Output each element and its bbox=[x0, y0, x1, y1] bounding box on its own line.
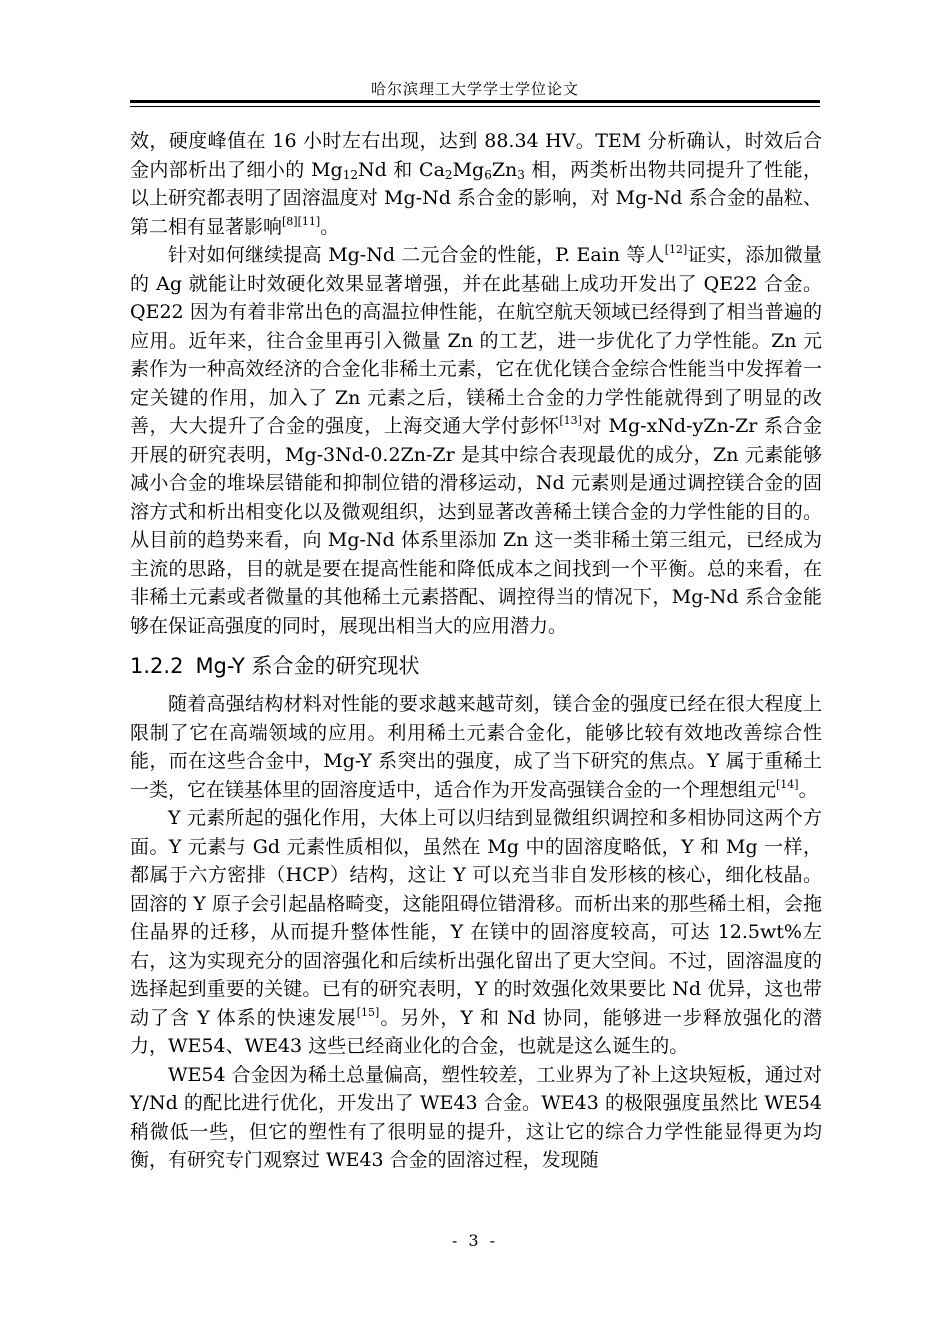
text-run: 针对如何继续提高 Mg-Nd 二元合金的性能，P. Eain 等人 bbox=[168, 244, 665, 266]
text-run: 。另外，Y 和 Nd 协同，能够进一步释放强化的潜力，WE54、WE43 这些已经商业化的合金，也就是这么诞生的。 bbox=[130, 1006, 823, 1057]
page-body bbox=[130, 127, 822, 1175]
paragraph-2 bbox=[130, 241, 822, 640]
section-number: 1.2.2 bbox=[130, 654, 184, 678]
page-number: - 3 - bbox=[451, 1231, 499, 1250]
text-run: 随着高强结构材料对性能的要求越来越苛刻，镁合金的强度已经在很大程度上限制了它在高端领域的应用。利用稀土元素合金化，能够比较有效地改善综合性能，而在这些合金中，Mg-Y 系突出的强度，成了当下研究的焦点。Y 属于重稀土一类，它在镁基体里的固溶度适中，适合作为开发高强镁合金的一个理想组元 bbox=[130, 693, 822, 801]
text-run: 对 Mg-xNd-yZn-Zr 系合金开展的研究表明，Mg-3Nd-0.2Zn-Zr 是其中综合表现最优的成分，Zn 元素能够减小合金的堆垛层错能和抑制位错的滑移运动，Nd 元素则是通过调控镁合金的固溶方式和析出相变化以及微观组织，达到显著改善稀土镁合金的力学性能的目的。从目前的趋势来看，向 Mg-Nd 体系里添加 Zn 这一类非稀土第三组元，已经成为主流的思路，目的就是要在提高性能和降低成本之间找到一个平衡。总的来看，在非稀土元素或者微量的其他稀土元素搭配、调控得当的情况下，Mg-Nd 系合金能够在保证高强度的同时，展现出相当大的应用潜力。 bbox=[130, 415, 822, 637]
paragraph-1 bbox=[130, 127, 822, 241]
subscript: 6 bbox=[484, 167, 492, 182]
citation: [12] bbox=[664, 243, 688, 256]
text-run: 。 bbox=[798, 778, 818, 801]
text-run: Nd 和 Ca bbox=[357, 158, 445, 181]
subscript: 3 bbox=[517, 167, 525, 182]
section-heading bbox=[130, 650, 822, 682]
subscript: 2 bbox=[444, 167, 453, 182]
text-run: 证实，添加微量的 Ag 就能让时效硬化效果显著增强，并在此基础上成功开发出了 QE22 合金。QE22 因为有着非常出色的高温拉伸性能，在航空航天领域已经得到了相当普遍的应用。近年来，往合金里再引入微量 Zn 的工艺，进一步优化了力学性能。Zn 元素作为一种高效经济的合金化非稀土元素，它在优化镁合金综合性能当中发挥着一定关键的作用，加入了 Zn 元素之后，镁稀土合金的力学性能就得到了明显的改善，大大提升了合金的强度，上海交通大学付彭怀 bbox=[130, 244, 822, 437]
citation: [15] bbox=[356, 1005, 380, 1019]
section-title: Mg-Y 系合金的研究现状 bbox=[195, 654, 420, 678]
paragraph-3 bbox=[130, 690, 822, 804]
text-run: 。 bbox=[320, 215, 340, 238]
subscript: 12 bbox=[342, 167, 358, 182]
header-rule-thin bbox=[130, 106, 820, 107]
citation: [14] bbox=[776, 777, 799, 791]
header-rule-thick bbox=[130, 100, 820, 103]
text-run: Zn bbox=[491, 158, 518, 181]
text-run: 相，两类析出物共同提升了性能，以上研究都表明了固溶温度对 Mg-Nd 系合金的影响，对 Mg-Nd 系合金的晶粒、第二相有显著影响 bbox=[130, 158, 822, 238]
text-run: Mg bbox=[452, 158, 485, 181]
text-run: Y 元素所起的强化作用，大体上可以归结到显微组织调控和多相协同这两个方面。Y 元素与 Gd 元素性质相似，虽然在 Mg 中的固溶度略低，Y 和 Mg 一样，都属于六方密排（HCP）结构，这让 Y 可以充当非自发形核的核心，细化枝晶。固溶的 Y 原子会引起晶格畸变，这能阻碍位错滑移。而析出来的那些稀土相，会拖住晶界的迁移，从而提升整体性能，Y 在镁中的固溶度较高，可达 12.5wt%左右，这为实现充分的固溶强化和后续析出强化留出了更大空间。不过，固溶温度的选择起到重要的关键。已有的研究表明，Y 的时效强化效果要比 Nd 优异，这也带动了含 Y 体系的快速发展 bbox=[130, 807, 822, 1029]
citation: [8][11] bbox=[282, 214, 321, 228]
citation: [13] bbox=[559, 414, 582, 427]
text-run: WE54 合金因为稀土总量偏高，塑性较差，工业界为了补上这块短板，通过对 Y/Nd 的配比进行优化，开发出了 WE43 合金。WE43 的极限强度虽然比 WE54 稍微低一些，但它的塑性有了很明显的提升，这让它的综合力学性能显得更为均衡，有研究专门观察过 WE43 合金的固溶过程，发现随 bbox=[130, 1063, 822, 1171]
text-run: 效，硬度峰值在 16 小时左右出现，达到 88.34 HV。TEM 分析确认，时效后合金内部析出了细小的 Mg bbox=[130, 130, 822, 181]
paragraph-5 bbox=[130, 1061, 822, 1175]
running-header: 哈尔滨理工大学学士学位论文 bbox=[370, 80, 579, 98]
paragraph-4 bbox=[130, 804, 822, 1061]
